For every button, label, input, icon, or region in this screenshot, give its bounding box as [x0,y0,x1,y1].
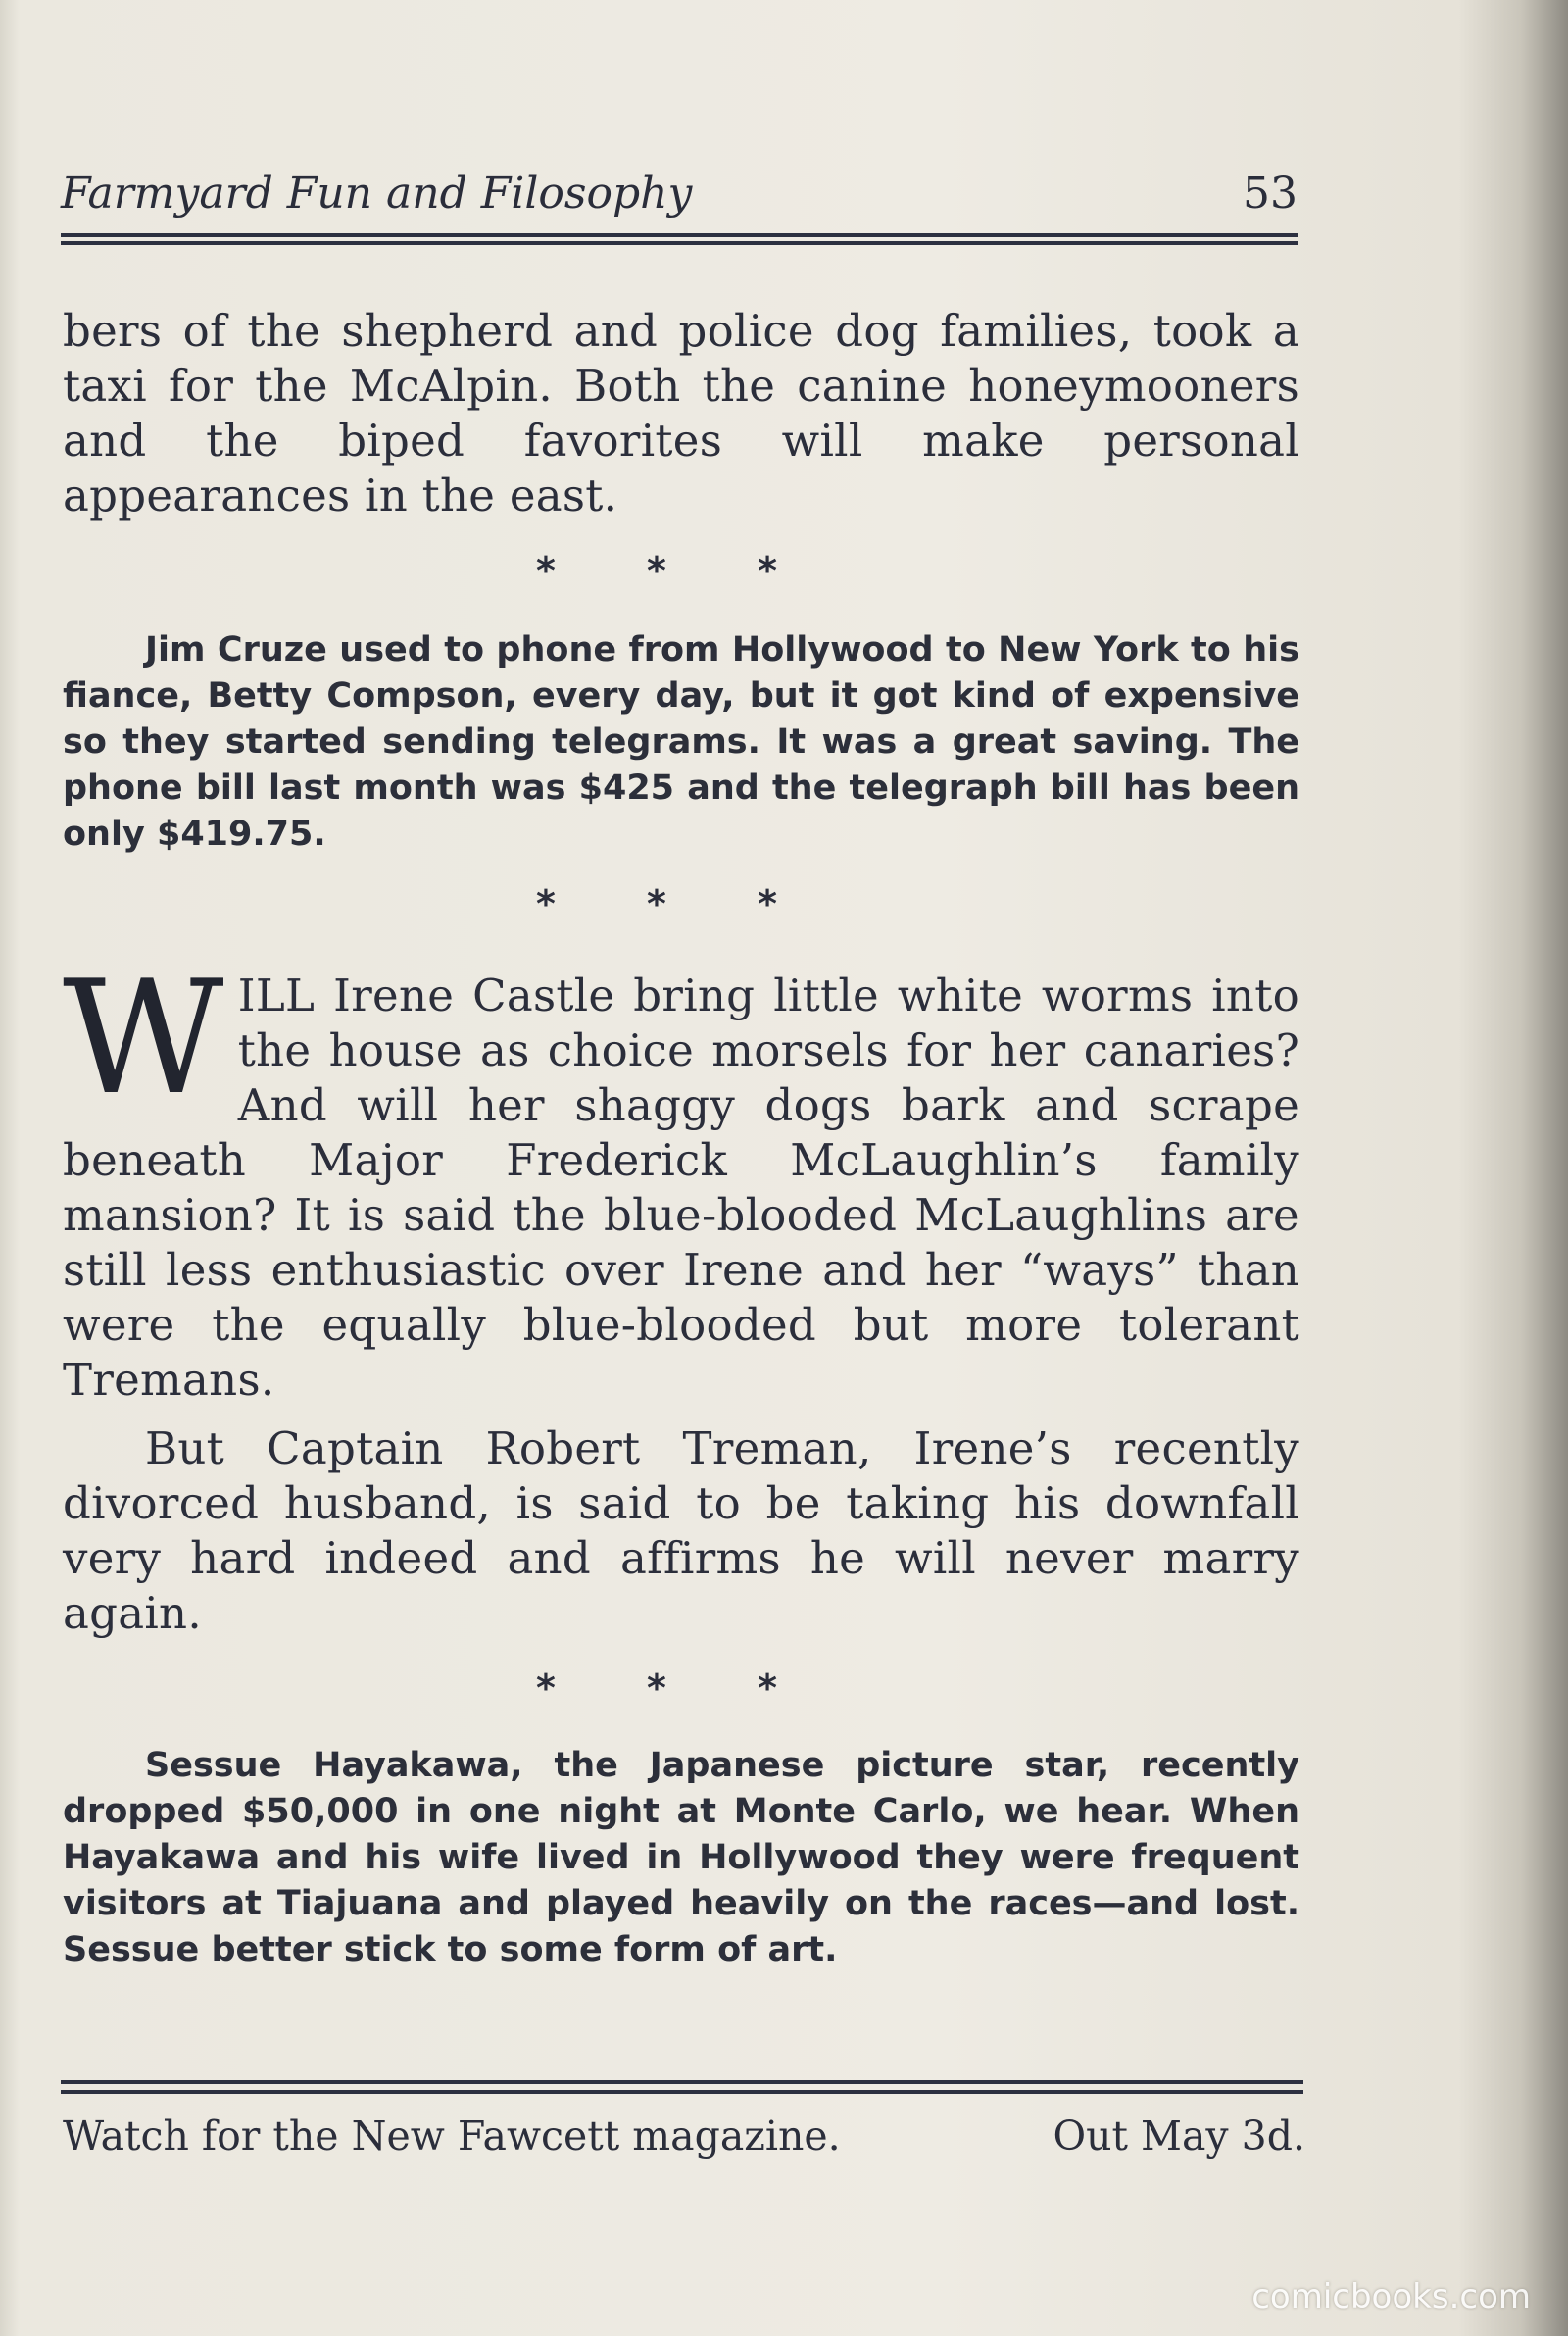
section-separator: * * * [535,882,817,925]
watermark: comicbooks.com [1251,2277,1531,2316]
footer-announcement: Watch for the New Fawcett magazine. [63,2112,841,2160]
paragraph-continuation: bers of the shepherd and police dog families, took a taxi for the McAlpin. Both the canine honeymooners and the biped favorites will make personal appearances in the east. [63,305,1299,522]
drop-cap: W [63,946,224,1129]
page-header [61,169,1298,227]
running-title: Farmyard Fun and Filosophy [61,169,693,219]
footer-rule [61,2080,1303,2094]
paragraph-jim-cruze: Jim Cruze used to phone from Hollywood to New York to his fiance, Betty Compson, every day, but it got kind of expensive so they started sending telegrams. It was a great saving. The phone bill last month was $425 and the telegraph bill has been only $419.75. [63,630,1299,854]
paragraph-irene-castle [63,946,1299,1408]
footer-date: Out May 3d. [1053,2112,1305,2160]
paragraph-treman: But Captain Robert Treman, Irene’s recently divorced husband, is said to be taking his downfall very hard indeed and affirms he will never marry again. [63,1422,1299,1639]
section-separator: * * * [535,1666,817,1710]
paragraph-hayakawa: Sessue Hayakawa, the Japanese picture star, recently dropped $50,000 in one night at Monte Carlo, we hear. When Hayakawa and his wife lived in Hollywood they were frequent visitors at Tiajuana and played heavily on the races—and lost. Sessue better stick to some form of art. [63,1746,1299,1969]
footer [63,2112,1305,2160]
section-separator: * * * [535,549,817,592]
header-rule [61,233,1298,245]
paragraph-irene-castle-text: ILL Irene Castle bring little white worms into the house as choice morsels for her canaries? And will her shaggy dogs bark and scrape beneath Major Frederick McLaughlin’s family mansion? It is said the blue-blooded McLaughlins are still less enthusiastic over Irene and her “ways” than were the equally blue-blooded but more tolerant Tremans. [63,969,1299,1406]
page-number: 53 [1243,169,1298,219]
